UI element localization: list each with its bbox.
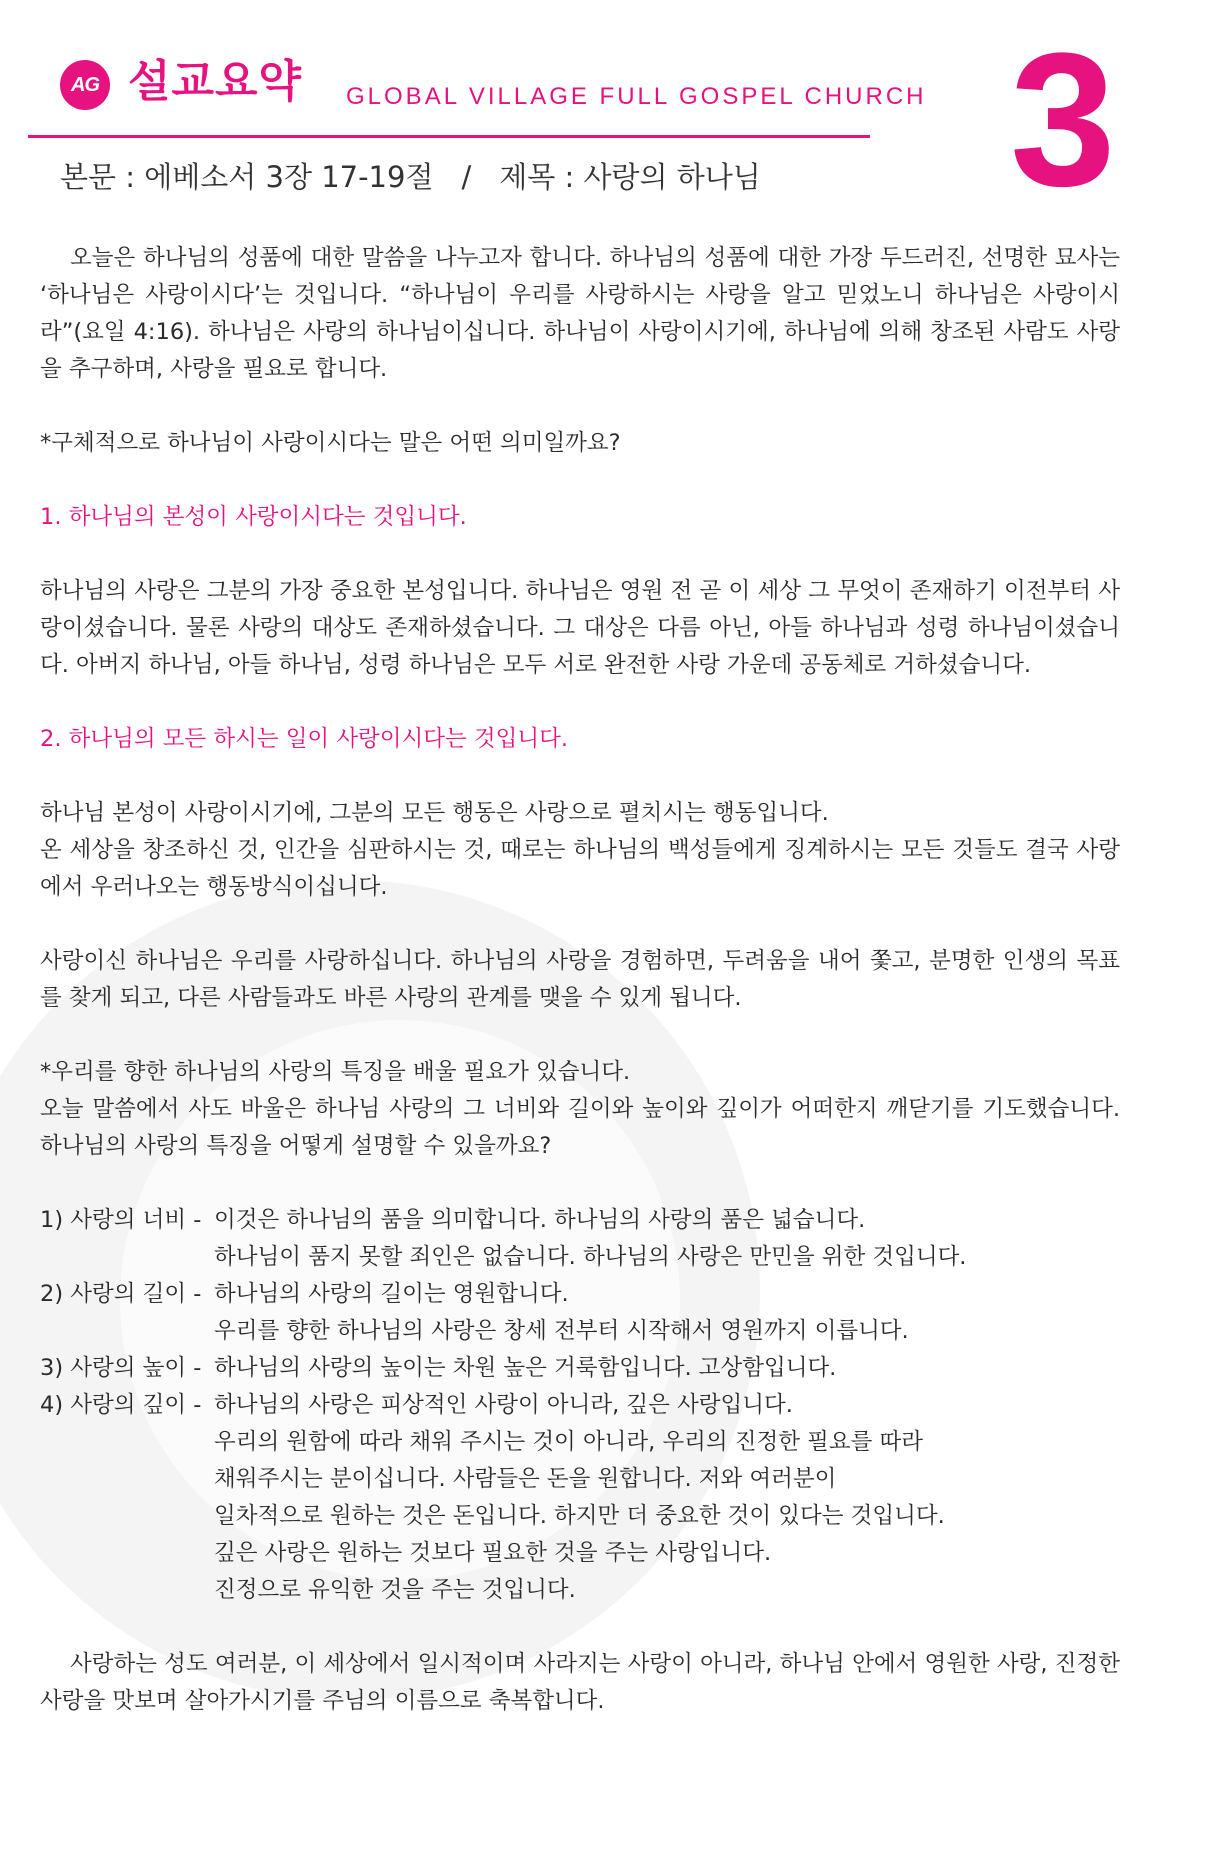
love-traits-list xyxy=(40,1202,1120,1609)
list-item-text: 하나님의 사랑의 길이는 영원합니다. xyxy=(214,1281,569,1307)
sermon-title: 제목 : 사랑의 하나님 xyxy=(499,160,761,194)
list-item xyxy=(40,1350,1120,1387)
list-item-label: 1) 사랑의 너비 - xyxy=(40,1207,202,1233)
list-item-label: 2) 사랑의 길이 - xyxy=(40,1281,202,1307)
point1-paragraph: 하나님의 사랑은 그분의 가장 중요한 본성입니다. 하나님은 영원 전 곧 이 세상 그 무엇이 존재하기 이전부터 사랑이셨습니다. 물론 사랑의 대상도 존재하셨습니다. 그 대상은 다름 아닌, 아들 하나님과 성령 하나님이셨습니다. 아버지 하나님, 아들 하나님, 성령 하나님은 모두 서로 완전한 사랑 가운데 공동체로 거하셨습니다. xyxy=(40,578,1120,678)
traits-intro-line: *우리를 향한 하나님의 사랑의 특징을 배울 필요가 있습니다. xyxy=(40,1059,631,1085)
list-item-continuation: 진정으로 유익한 것을 주는 것입니다. xyxy=(214,1577,576,1603)
header xyxy=(0,0,1216,230)
list-item-continuation: 하나님이 품지 못할 죄인은 없습니다. 하나님의 사랑은 만민을 위한 것입니다. xyxy=(214,1244,967,1270)
scripture-reference: 본문 : 에베소서 3장 17-19절 xyxy=(60,160,434,194)
intro-paragraph: 오늘은 하나님의 성품에 대한 말씀을 나누고자 합니다. 하나님의 성품에 대한 가장 두드러진, 선명한 묘사는 ‘하나님은 사랑이시다’는 것입니다. “하나님이 우리를 사랑하시는 사랑을 알고 믿었노니 하나님은 사랑이시라”(요일 4:16). 하나님은 사랑의 하나님이십니다. 하나님이 사랑이시기에, 하나님에 의해 창조된 사람도 사랑을 추구하며, 사랑을 필요로 합니다. xyxy=(40,245,1120,382)
header-divider xyxy=(28,135,870,138)
love-experience-paragraph: 사랑이신 하나님은 우리를 사랑하십니다. 하나님의 사랑을 경험하면, 두려움을 내어 쫓고, 분명한 인생의 목표를 찾게 되고, 다른 사람들과도 바른 사랑의 관계를 맺을 수 있게 됩니다. xyxy=(40,948,1120,1011)
question-line: *구체적으로 하나님이 사랑이시다는 말은 어떤 의미일까요? xyxy=(40,430,621,456)
point2-paragraph: 온 세상을 창조하신 것, 인간을 심판하시는 것, 때로는 하나님의 백성들에게 징계하시는 모든 것들도 결국 사랑에서 우러나오는 행동방식이십니다. xyxy=(40,837,1120,900)
issue-number: 3 xyxy=(1010,14,1116,226)
closing-paragraph: 사랑하는 성도 여러분, 이 세상에서 일시적이며 사라지는 사랑이 아니라, 하나님 안에서 영원한 사랑, 진정한 사랑을 맛보며 살아가시기를 주님의 이름으로 축복합니다. xyxy=(40,1651,1120,1714)
list-item-continuation: 우리를 향한 하나님의 사랑은 창세 전부터 시작해서 영원까지 이릅니다. xyxy=(214,1318,909,1344)
list-item-label: 4) 사랑의 깊이 - xyxy=(40,1392,202,1418)
church-logo-icon: AG xyxy=(60,60,110,110)
list-item xyxy=(40,1276,1120,1313)
list-item xyxy=(40,1387,1120,1424)
sermon-subtitle xyxy=(60,155,761,199)
point2-heading: 2. 하나님의 모든 하시는 일이 사랑이시다는 것입니다. xyxy=(40,726,568,752)
list-item xyxy=(40,1202,1120,1239)
subtitle-separator: / xyxy=(461,160,472,194)
point2-line: 하나님 본성이 사랑이시기에, 그분의 모든 행동은 사랑으로 펼치시는 행동입니다. xyxy=(40,800,829,826)
list-item-text: 이것은 하나님의 품을 의미합니다. 하나님의 사랑의 품은 넓습니다. xyxy=(214,1207,866,1233)
list-item-continuation: 채워주시는 분이십니다. 사람들은 돈을 원합니다. 저와 여러분이 xyxy=(214,1466,837,1492)
list-item-continuation: 일차적으로 원하는 것은 돈입니다. 하지만 더 중요한 것이 있다는 것입니다. xyxy=(214,1503,945,1529)
list-item-label: 3) 사랑의 높이 - xyxy=(40,1355,202,1381)
sermon-body xyxy=(40,240,1120,1757)
traits-paragraph: 오늘 말씀에서 사도 바울은 하나님 사랑의 그 너비와 길이와 높이와 깊이가 어떠한지 깨닫기를 기도했습니다. 하나님의 사랑의 특징을 어떻게 설명할 수 있을까요? xyxy=(40,1096,1120,1159)
list-item-continuation: 우리의 원함에 따라 채워 주시는 것이 아니라, 우리의 진정한 필요를 따라 xyxy=(214,1429,923,1455)
church-name: GLOBAL VILLAGE FULL GOSPEL CHURCH xyxy=(346,83,927,110)
list-item-continuation: 깊은 사랑은 원하는 것보다 필요한 것을 주는 사랑입니다. xyxy=(214,1540,772,1566)
list-item-text: 하나님의 사랑은 피상적인 사랑이 아니라, 깊은 사랑입니다. xyxy=(214,1392,793,1418)
page-title: 설교요약 xyxy=(128,56,303,107)
point1-heading: 1. 하나님의 본성이 사랑이시다는 것입니다. xyxy=(40,504,467,530)
list-item-text: 하나님의 사랑의 높이는 차원 높은 거룩함입니다. 고상함입니다. xyxy=(214,1355,837,1381)
